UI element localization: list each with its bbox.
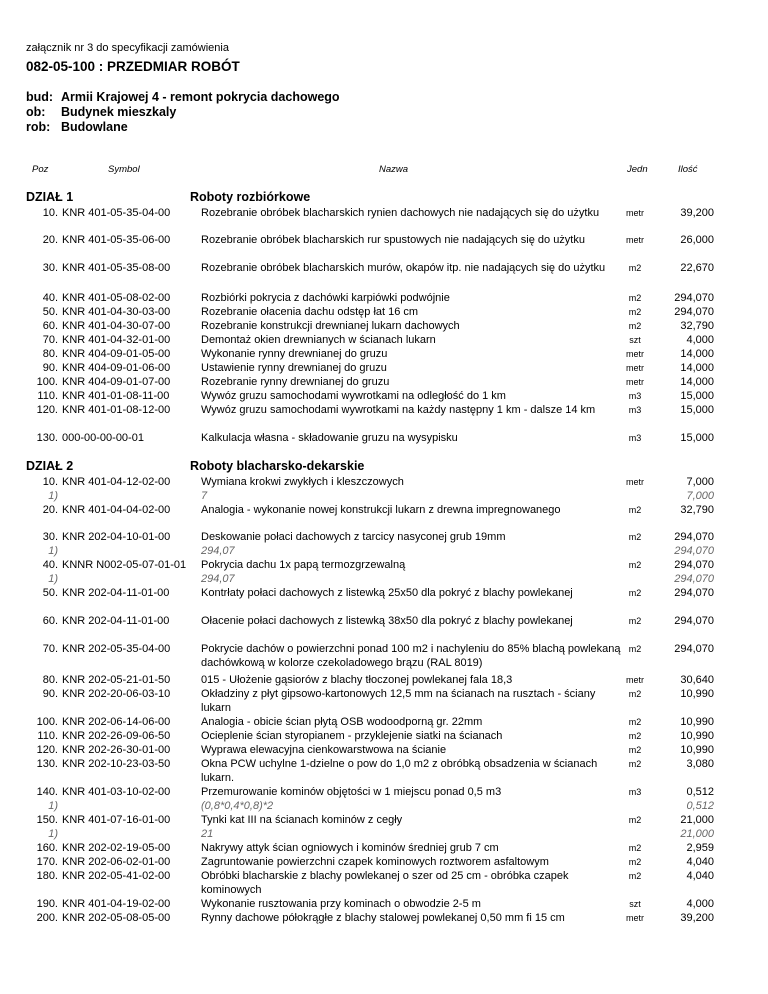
section-label-2: DZIAŁ 2	[26, 459, 74, 473]
col-header-jedn: Jedn	[627, 164, 648, 175]
section-title-1: Roboty rozbiórkowe	[190, 190, 311, 204]
row-name: Rynny dachowe półokrągłe z blachy stalowej powlekanej 0,50 mm fi 15 cm	[201, 912, 565, 924]
row-symbol: KNR 401-04-30-07-00	[62, 320, 171, 332]
row-unit: metr	[626, 477, 644, 487]
page-title: 082-05-100 : PRZEDMIAR ROBÓT	[26, 59, 240, 74]
row-name-cont: lukarn	[201, 702, 231, 714]
row-quantity: 14,000	[680, 362, 714, 374]
row-name: Pokrycie dachów o powierzchni ponad 100 m2 i nachyleniu do 85% blachą powlekaną	[201, 643, 621, 655]
row-unit: m2	[628, 588, 642, 598]
row-position: 50.	[42, 306, 58, 318]
row-name: Rozbiórki pokrycia z dachówki karpiówki podwójnie	[201, 292, 450, 304]
row-name: Rozebranie konstrukcji drewnianej lukarn dachowych	[201, 320, 460, 332]
row-unit: m2	[628, 745, 642, 755]
row-symbol: KNR 401-05-35-06-00	[62, 234, 171, 246]
row-symbol: KNR 202-02-19-05-00	[62, 842, 171, 854]
row-position: 110.	[37, 390, 58, 402]
row-name: Obróbki blacharskie z blachy powlekanej o szer od 25 cm - obróbka czapek	[201, 870, 569, 882]
row-quantity: 22,670	[680, 262, 714, 274]
row-name-cont: dachówkową w kolorze czekoladowego brązu (RAL 8019)	[201, 657, 483, 669]
row-name: Nakrywy attyk ścian ogniowych i kominów średniej grub 7 cm	[201, 842, 499, 854]
row-symbol: KNR 202-06-14-06-00	[62, 716, 171, 728]
row-symbol: KNR 202-06-02-01-00	[62, 856, 171, 868]
row-symbol: KNR 202-26-30-01-00	[62, 744, 171, 756]
row-quantity: 294,070	[674, 292, 714, 304]
row-quantity: 3,080	[686, 758, 714, 770]
row-quantity: 294,070	[674, 306, 714, 318]
row-unit: m2	[628, 321, 642, 331]
row-name: Rozebranie rynny drewnianej do gruzu	[201, 376, 390, 388]
row-name: Rozebranie obróbek blacharskich murów, okapów itp. nie nadających się do użytku	[201, 262, 606, 274]
row-quantity: 4,040	[686, 870, 714, 882]
row-calc-quantity: 0,512	[686, 800, 714, 812]
row-position: 30.	[42, 531, 58, 543]
row-name: Okładziny z płyt gipsowo-kartonowych 12,5 mm na ścianach na rusztach - ściany	[201, 688, 596, 700]
row-symbol: KNR 401-05-08-02-00	[62, 292, 171, 304]
row-unit: m3	[628, 405, 642, 415]
row-symbol: KNR 401-01-08-11-00	[62, 390, 170, 402]
row-symbol: KNR 404-09-01-06-00	[62, 362, 171, 374]
row-unit: metr	[626, 377, 644, 387]
row-position: 80.	[42, 348, 58, 360]
row-quantity: 32,790	[680, 320, 714, 332]
row-position: 100.	[36, 376, 58, 388]
row-quantity: 294,070	[674, 531, 714, 543]
row-position: 40.	[42, 292, 58, 304]
annex-note: załącznik nr 3 do specyfikacji zamówienia	[26, 42, 229, 54]
row-quantity: 10,990	[680, 730, 714, 742]
row-name: Ustawienie rynny drewnianej do gruzu	[201, 362, 387, 374]
row-name: Rozebranie obróbek blacharskich rynien dachowych nie nadających się do użytku	[201, 207, 600, 219]
row-position: 120.	[36, 744, 58, 756]
row-position: 130.	[36, 758, 58, 770]
row-calc-formula: 294,07	[201, 545, 235, 557]
row-symbol: KNNR N002-05-07-01-01	[62, 559, 187, 571]
row-position: 20.	[42, 234, 58, 246]
row-symbol: KNR 401-07-16-01-00	[62, 814, 171, 826]
row-symbol: KNR 202-05-08-05-00	[62, 912, 171, 924]
row-symbol: KNR 202-05-35-04-00	[62, 643, 171, 655]
row-name: Kalkulacja własna - składowanie gruzu na wysypisku	[201, 432, 458, 444]
row-unit: m2	[628, 263, 642, 273]
row-quantity: 4,040	[686, 856, 714, 868]
row-symbol: KNR 202-05-41-02-00	[62, 870, 171, 882]
row-name-cont: kominowych	[201, 884, 262, 896]
row-quantity: 32,790	[680, 504, 714, 516]
row-quantity: 14,000	[680, 376, 714, 388]
row-calc-formula: 294,07	[201, 573, 235, 585]
row-position: 60.	[42, 615, 58, 627]
row-position: 120.	[36, 404, 58, 416]
row-calc-quantity: 7,000	[686, 490, 714, 502]
row-position: 180.	[36, 870, 58, 882]
row-unit: m2	[628, 759, 642, 769]
row-calc-formula: 21	[201, 828, 214, 840]
row-position: 10.	[42, 476, 58, 488]
row-symbol: KNR 401-01-08-12-00	[62, 404, 171, 416]
row-symbol: KNR 202-04-11-01-00	[62, 587, 170, 599]
row-symbol: KNR 401-04-19-02-00	[62, 898, 171, 910]
row-symbol: KNR 401-04-04-02-00	[62, 504, 171, 516]
meta-value-ob: Budynek mieszkaly	[61, 105, 177, 119]
col-header-ilosc: Ilość	[678, 164, 698, 175]
row-calc-quantity: 294,070	[674, 573, 714, 585]
row-unit: metr	[626, 208, 644, 218]
row-unit: m3	[628, 787, 642, 797]
row-unit: m2	[628, 307, 642, 317]
row-name: Analogia - wykonanie nowej konstrukcji lukarn z drewna impregnowanego	[201, 504, 561, 516]
row-symbol: KNR 202-26-09-06-50	[62, 730, 171, 742]
row-sub-index: 1)	[48, 490, 58, 502]
meta-value-bud: Armii Krajowej 4 - remont pokrycia dachowego	[61, 90, 340, 104]
row-symbol: 000-00-00-00-01	[62, 432, 144, 444]
meta-key-bud: bud:	[26, 90, 54, 104]
row-position: 70.	[42, 334, 58, 346]
row-name: Deskowanie połaci dachowych z tarcicy nasyconej grub 19mm	[201, 531, 506, 543]
row-unit: m2	[628, 505, 642, 515]
row-name: Wykonanie rynny drewnianej do gruzu	[201, 348, 388, 360]
row-symbol: KNR 401-04-30-03-00	[62, 306, 171, 318]
row-unit: m2	[628, 644, 642, 654]
row-unit: m3	[628, 433, 642, 443]
row-position: 30.	[42, 262, 58, 274]
row-position: 90.	[42, 362, 58, 374]
row-position: 150.	[36, 814, 58, 826]
row-quantity: 294,070	[674, 559, 714, 571]
row-unit: m2	[628, 689, 642, 699]
meta-key-rob: rob:	[26, 120, 51, 134]
row-unit: metr	[626, 363, 644, 373]
row-name: Kontrłaty połaci dachowych z listewką 25x50 dla pokryć z blachy powlekanej	[201, 587, 573, 599]
col-header-nazwa: Nazwa	[379, 164, 409, 175]
row-unit: m2	[628, 532, 642, 542]
row-quantity: 10,990	[680, 716, 714, 728]
row-unit: m2	[628, 731, 642, 741]
row-name: Rozebranie ołacenia dachu odstęp łat 16 cm	[201, 306, 419, 318]
col-header-symbol: Symbol	[108, 164, 140, 175]
row-calc-quantity: 294,070	[674, 545, 714, 557]
row-unit: m2	[628, 843, 642, 853]
row-symbol: KNR 401-04-12-02-00	[62, 476, 171, 488]
row-name: Ołacenie połaci dachowych z listewką 38x50 dla pokryć z blachy powlekanej	[201, 615, 573, 627]
row-unit: metr	[626, 349, 644, 359]
meta-key-ob: ob:	[26, 105, 46, 119]
row-name: Okna PCW uchylne 1-dzielne o pow do 1,0 m2 z obróbką obsadzenia w ścianach	[201, 758, 598, 770]
row-symbol: KNR 202-10-23-03-50	[62, 758, 171, 770]
row-position: 160.	[36, 842, 58, 854]
row-calc-quantity: 21,000	[680, 828, 714, 840]
row-symbol: KNR 401-03-10-02-00	[62, 786, 171, 798]
row-symbol: KNR 401-05-35-04-00	[62, 207, 171, 219]
row-name: Zagruntowanie powierzchni czapek kominowych roztworem asfaltowym	[201, 856, 549, 868]
row-name: Analogia - obicie ścian płytą OSB wodoodporną gr. 22mm	[201, 716, 483, 728]
row-quantity: 4,000	[686, 898, 714, 910]
row-unit: m2	[628, 815, 642, 825]
row-name: Wywóz gruzu samochodami wywrotkami na odległość do 1 km	[201, 390, 506, 402]
row-symbol: KNR 202-04-10-01-00	[62, 531, 171, 543]
row-quantity: 15,000	[680, 390, 714, 402]
row-symbol: KNR 401-04-32-01-00	[62, 334, 171, 346]
row-quantity: 14,000	[680, 348, 714, 360]
row-unit: metr	[626, 235, 644, 245]
row-name: Wywóz gruzu samochodami wywrotkami na każdy następny 1 km - dalsze 14 km	[201, 404, 596, 416]
row-quantity: 0,512	[686, 786, 714, 798]
row-name: Wykonanie rusztowania przy kominach o obwodzie 2-5 m	[201, 898, 481, 910]
row-unit: m2	[628, 560, 642, 570]
row-name: Wyprawa elewacyjna cienkowarstwowa na ścianie	[201, 744, 447, 756]
col-header-poz: Poz	[32, 164, 49, 175]
meta-value-rob: Budowlane	[61, 120, 128, 134]
row-position: 110.	[37, 730, 58, 742]
row-position: 200.	[36, 912, 58, 924]
row-name: Rozebranie obróbek blacharskich rur spustowych nie nadających się do użytku	[201, 234, 585, 246]
row-symbol: KNR 202-20-06-03-10	[62, 688, 171, 700]
row-unit: m2	[628, 293, 642, 303]
row-name-cont: lukarn.	[201, 772, 235, 784]
row-quantity: 294,070	[674, 587, 714, 599]
row-quantity: 21,000	[680, 814, 714, 826]
row-sub-index: 1)	[48, 828, 58, 840]
row-quantity: 7,000	[686, 476, 714, 488]
row-position: 190.	[36, 898, 58, 910]
row-position: 100.	[36, 716, 58, 728]
row-name: Demontaż okien drewnianych w ścianach lukarn	[201, 334, 436, 346]
row-quantity: 294,070	[674, 615, 714, 627]
row-unit: metr	[626, 913, 644, 923]
row-unit: szt	[629, 335, 641, 345]
row-quantity: 10,990	[680, 688, 714, 700]
row-position: 20.	[42, 504, 58, 516]
row-quantity: 2,959	[686, 842, 714, 854]
row-quantity: 294,070	[674, 643, 714, 655]
row-symbol: KNR 404-09-01-07-00	[62, 376, 171, 388]
row-unit: szt	[629, 899, 641, 909]
row-position: 10.	[42, 207, 58, 219]
row-sub-index: 1)	[48, 800, 58, 812]
row-sub-index: 1)	[48, 573, 58, 585]
row-unit: m2	[628, 871, 642, 881]
row-calc-formula: 7	[201, 490, 208, 502]
row-position: 170.	[36, 856, 58, 868]
row-name: Ocieplenie ścian styropianem - przyklejenie siatki na ścianach	[201, 730, 503, 742]
row-position: 60.	[42, 320, 58, 332]
row-name: Przemurowanie kominów objętości w 1 miejscu ponad 0,5 m3	[201, 786, 502, 798]
row-unit: m2	[628, 717, 642, 727]
row-quantity: 15,000	[680, 432, 714, 444]
row-position: 70.	[42, 643, 58, 655]
row-position: 80.	[42, 674, 58, 686]
row-position: 140.	[36, 786, 58, 798]
row-position: 90.	[42, 688, 58, 700]
row-position: 50.	[42, 587, 58, 599]
row-name: 015 - Ułożenie gąsiorów z blachy tłoczonej powlekanej fala 18,3	[201, 674, 513, 686]
row-symbol: KNR 401-05-35-08-00	[62, 262, 171, 274]
row-quantity: 39,200	[680, 912, 714, 924]
row-position: 130.	[36, 432, 58, 444]
row-quantity: 39,200	[680, 207, 714, 219]
row-name: Wymiana krokwi zwykłych i kleszczowych	[201, 476, 404, 488]
row-sub-index: 1)	[48, 545, 58, 557]
row-unit: m3	[628, 391, 642, 401]
section-label-1: DZIAŁ 1	[26, 190, 74, 204]
row-quantity: 26,000	[680, 234, 714, 246]
row-name: Pokrycia dachu 1x papą termozgrzewalną	[201, 559, 406, 571]
row-unit: m2	[628, 616, 642, 626]
row-quantity: 4,000	[686, 334, 714, 346]
row-calc-formula: (0,8*0,4*0,8)*2	[201, 800, 274, 812]
row-symbol: KNR 404-09-01-05-00	[62, 348, 171, 360]
row-symbol: KNR 202-04-11-01-00	[62, 615, 170, 627]
row-quantity: 15,000	[680, 404, 714, 416]
section-title-2: Roboty blacharsko-dekarskie	[190, 459, 365, 473]
row-quantity: 30,640	[680, 674, 714, 686]
row-unit: m2	[628, 857, 642, 867]
row-symbol: KNR 202-05-21-01-50	[62, 674, 171, 686]
row-quantity: 10,990	[680, 744, 714, 756]
row-position: 40.	[42, 559, 58, 571]
row-unit: metr	[626, 675, 644, 685]
row-name: Tynki kat III na ścianach kominów z cegły	[201, 814, 403, 826]
